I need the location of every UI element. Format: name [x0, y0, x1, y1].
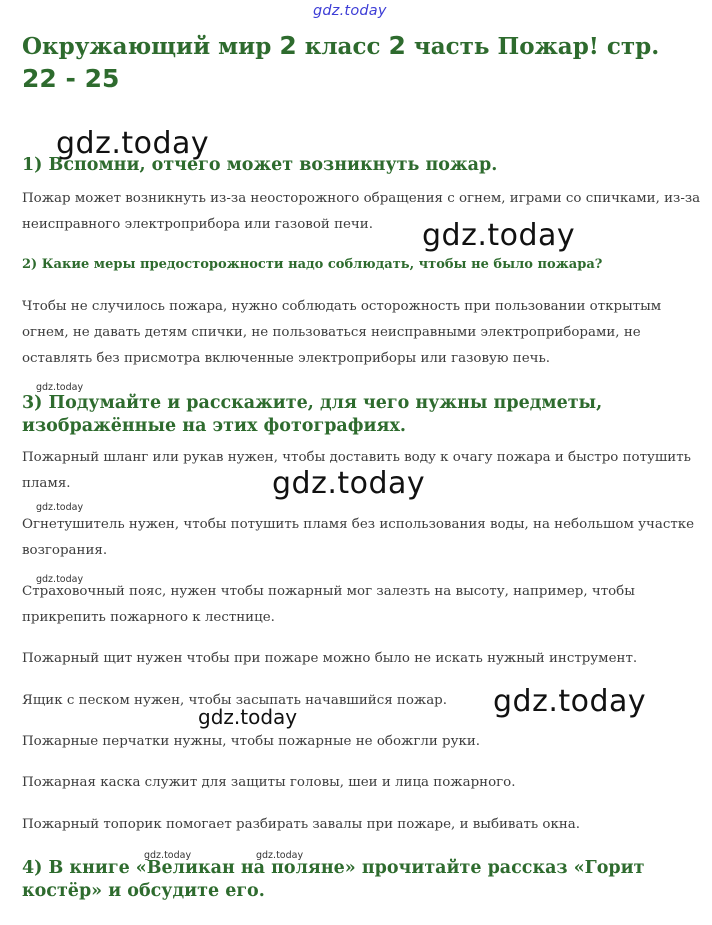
- answer-item-axe: Пожарный топорик помогает разбирать завалы при пожаре, и выбивать окна.: [22, 817, 581, 832]
- watermark: gdz.today: [36, 574, 84, 585]
- watermark: gdz.today: [256, 850, 304, 861]
- watermark: gdz.today: [272, 466, 426, 501]
- title-text-3: часть Пожар! стр.: [405, 33, 660, 60]
- watermark: gdz.today: [493, 684, 647, 719]
- question-4-heading: 4) В книге «Великан на поляне» прочитайте рассказ «Горит костёр» и обсудите его.: [22, 858, 645, 901]
- page-title: [22, 30, 692, 96]
- question-3-heading: 3) Подумайте и расскажите, для чего нужны предметы, изображённые на этих фотографиях.: [22, 393, 603, 436]
- watermark: gdz.today: [198, 705, 298, 729]
- watermark: gdz.today: [144, 850, 192, 861]
- question-2-heading: 2) Какие меры предосторожности надо соблюдать, чтобы не было пожара?: [22, 257, 603, 272]
- title-text-2: класс: [296, 33, 389, 60]
- answer-item-helmet: Пожарная каска служит для защиты головы, шеи и лица пожарного.: [22, 775, 516, 790]
- title-grade: 2: [279, 31, 297, 60]
- answer-item-gloves: Пожарные перчатки нужны, чтобы пожарные не обожгли руки.: [22, 734, 481, 749]
- title-pages: 22 - 25: [22, 64, 120, 93]
- watermark: gdz.today: [422, 218, 576, 253]
- question-2-answer: Чтобы не случилось пожара, нужно соблюдать осторожность при пользовании открытым огнем, не давать детям спички, не пользоваться неисправными электроприборами, не оставлять без присмотра включенные электроприборы или газовую печь.: [22, 299, 662, 366]
- answer-item-hose: Пожарный шланг или рукав нужен, чтобы доставить воду к очагу пожара и быстро потушить пламя.: [22, 450, 691, 491]
- watermark: gdz.today: [56, 126, 210, 161]
- watermark: gdz.today: [36, 502, 84, 513]
- answer-item-extinguisher: Огнетушитель нужен, чтобы потушить пламя без использования воды, на небольшом участке возгорания.: [22, 517, 695, 558]
- watermark: gdz.today: [36, 382, 84, 393]
- title-text-1: Окружающий мир: [22, 33, 280, 60]
- question-1-heading: 1) Вспомни, отчего может возникнуть пожар.: [22, 155, 498, 175]
- watermark-top: gdz.today: [313, 3, 387, 19]
- answer-item-safety-belt: Страховочный пояс, нужен чтобы пожарный мог залезть на высоту, например, чтобы прикрепить пожарного к лестнице.: [22, 584, 635, 625]
- answer-item-fire-shield: Пожарный щит нужен чтобы при пожаре можно было не искать нужный инструмент.: [22, 651, 638, 666]
- answer-item-sand-box: Ящик с песком нужен, чтобы засыпать начавшийся пожар.: [22, 693, 448, 708]
- question-1-answer: Пожар может возникнуть из-за неосторожного обращения с огнем, играми со спичками, из-за неисправного электроприбора или газовой печи.: [22, 191, 701, 232]
- title-part: 2: [388, 31, 406, 60]
